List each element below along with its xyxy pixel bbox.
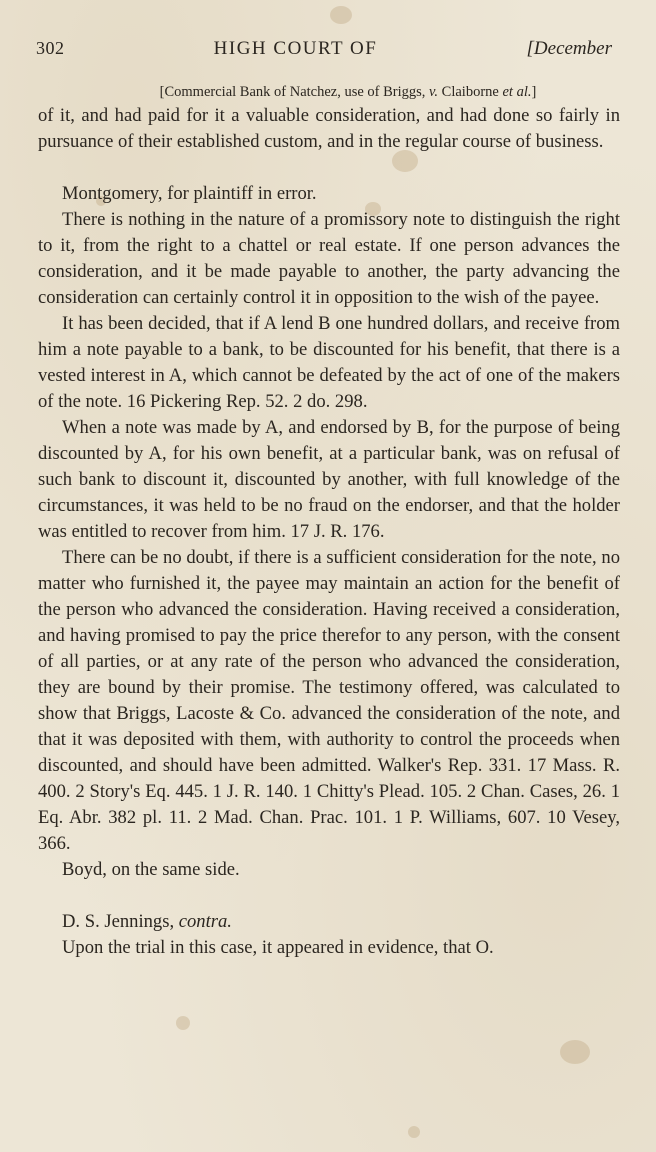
case-caption — [0, 84, 656, 101]
caption-prefix: [Commercial Bank of Natchez, use of Briggs, — [159, 84, 430, 100]
caption-suffix: ] — [531, 84, 537, 100]
paragraph-argument-3: When a note was made by A, and endorsed by B, for the purpose of being discounted by A, for his own benefit, at a particular bank, was on refusal of such bank to discount it, discounted by another, with full knowledge of the circumstances, it was held to be no fraud on the endorser, and that the holder was entitled to recover from him. 17 J. R. 176. — [38, 417, 620, 542]
caption-et-al: et al. — [502, 84, 532, 100]
paragraph-continued: of it, and had paid for it a valuable consideration, and had done so fairly in pursuance of their established custom, and in the regular course of business. — [38, 105, 620, 152]
page-body — [38, 103, 620, 961]
paragraph-argument-1: There is nothing in the nature of a promissory note to distinguish the right to it, from the right to a chattel or real estate. If one person advances the consideration, and it be made payable to another, the party advancing the consideration can certainly control it in opposition to the wish of the payee. — [38, 209, 620, 308]
page-number: 302 — [36, 38, 65, 58]
running-header — [36, 38, 612, 64]
foxing-stain — [176, 1016, 190, 1030]
caption-defendant: Claiborne — [438, 84, 503, 100]
foxing-stain — [560, 1040, 590, 1064]
foxing-stain — [330, 6, 352, 24]
foxing-stain — [408, 1126, 420, 1138]
paragraph-argument-2: It has been decided, that if A lend B one hundred dollars, and receive from him a note payable to a bank, to be discounted for his benefit, that there is a vested interest in A, which cannot be defeated by the act of one of the makers of the note. 16 Pickering Rep. 52. 2 do. 298. — [38, 313, 620, 412]
counsel-contra: contra. — [178, 911, 232, 932]
counsel-name: D. S. Jennings, — [62, 911, 179, 932]
paragraph-opinion-start: Upon the trial in this case, it appeared in evidence, that O. — [62, 937, 494, 958]
paragraph-argument-4: There can be no doubt, if there is a sufficient consideration for the note, no matter who furnished it, the payee may maintain an action for the benefit of the person who advanced the consideration. Having received a consideration, and having promised to pay the price therefor to any person, with the consent of all parties, or at any rate of the person who advanced the consideration, they are bound by their promise. The testimony offered, was calculated to show that Briggs, Lacoste & Co. advanced the consideration of the note, and that it was deposited with them, with authority to control the proceeds when discounted, and should have been admitted. Walker's Rep. 331. 17 Mass. R. 400. 2 Story's Eq. 445. 1 J. R. 140. 1 Chitty's Plead. 105. 2 Chan. Cases, 26. 1 Eq. Abr. 382 pl. 11. 2 Mad. Chan. Prac. 101. 1 P. Williams, 607. 10 Vesey, 366. — [38, 547, 620, 854]
caption-versus: v. — [429, 84, 439, 100]
paragraph-counsel-plaintiff: Montgomery, for plaintiff in error. — [62, 183, 317, 204]
paragraph-counsel-defendant — [38, 909, 620, 935]
running-title: HIGH COURT OF — [213, 38, 378, 59]
running-date: [December — [526, 38, 612, 59]
paragraph-counsel-boyd: Boyd, on the same side. — [62, 859, 240, 880]
